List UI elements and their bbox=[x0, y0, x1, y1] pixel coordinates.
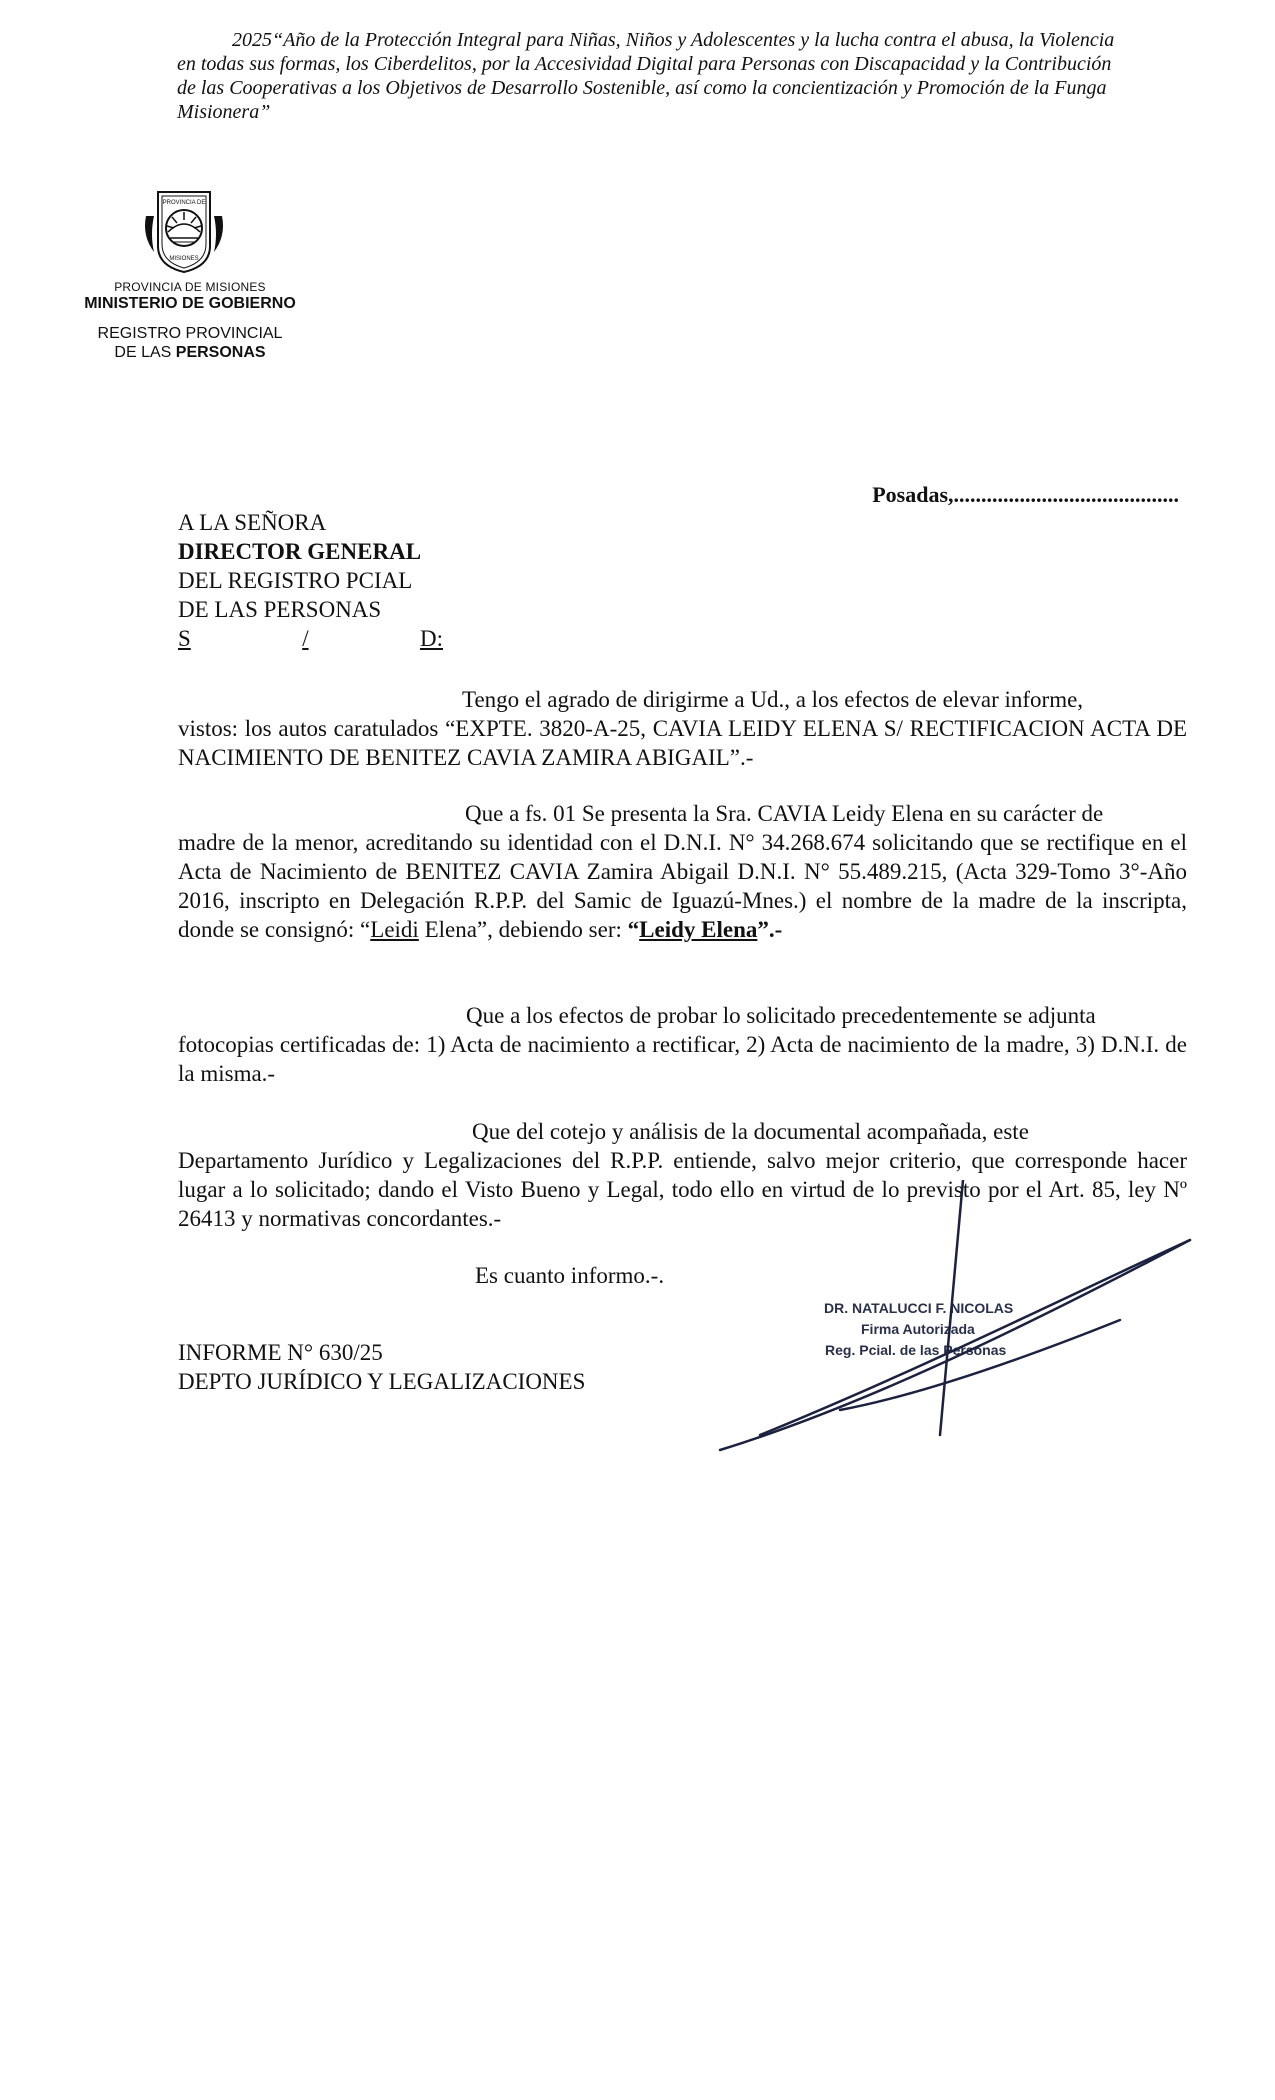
address-line-1: A LA SEÑORA bbox=[178, 510, 327, 535]
province-label: PROVINCIA DE MISIONES bbox=[114, 280, 266, 294]
handwritten-signature-icon bbox=[700, 1180, 1220, 1460]
address-line-3: DEL REGISTRO PCIAL bbox=[178, 568, 413, 593]
stamp-name: DR. NATALUCCI F. NICOLAS bbox=[824, 1300, 1014, 1316]
svg-text:PROVINCIA DE: PROVINCIA DE bbox=[162, 200, 206, 206]
stamp-office: Reg. Pcial. de las Personas bbox=[825, 1342, 1007, 1358]
place-date: Posadas,......................................... bbox=[872, 482, 1179, 507]
motto-line-1: 2025“Año de la Protección Integral para Niñas, Niños y Adolescentes y la lucha contra el abusa, la Violencia bbox=[232, 29, 1115, 51]
paragraph-request: Que a fs. 01 Se presenta la Sra. CAVIA Leidy Elena en su carácter de madre de la menor, acreditando su identidad con el D.N.I. N° 34.268.674 solicitando que se rectifique en el Acta de Nacimiento de BENITEZ CAVIA Zamira Abigail D.N.I. N° 55.489.215, (Acta 329-Tomo 3°-Año 2016, inscripto en Delegación R.P.P. del Samic de Iguazú-Mnes.) el nombre de la madre de la inscripta, donde se consignó: “Leidi Elena”, debiendo ser: “Leidy Elena”.- bbox=[178, 801, 1187, 942]
motto-line-4: Misionera” bbox=[177, 101, 271, 123]
paragraph-conclusion: Que del cotejo y análisis de la documental acompañada, este Departamento Jurídico y Legalizaciones del R.P.P. entiende, salvo mejor criterio, que corresponde hacer lugar a lo solicitado; dando el Visto Bueno y Legal, todo ello en virtud de lo previsto por el Art. 85, ley Nº 26413 y normativas concordantes.- bbox=[178, 1119, 1187, 1231]
motto-line-2: en todas sus formas, los Ciberdelitos, por la Accesividad Digital para Personas con Discapacidad y la Contribución bbox=[177, 53, 1112, 75]
svg-text:MISIONES: MISIONES bbox=[169, 256, 199, 262]
ministry-label: MINISTERIO DE GOBIERNO bbox=[84, 295, 296, 312]
paragraph-intro: Tengo el agrado de dirigirme a Ud., a los efectos de elevar informe, vistos: los autos caratulados “EXPTE. 3820-A-25, CAVIA LEIDY ELENA S/ RECTIFICACION ACTA DE NACIMIENTO DE BENITEZ CAVIA ZAMIRA ABIGAIL”.- bbox=[178, 687, 1187, 770]
address-line-2: DIRECTOR GENERAL bbox=[178, 539, 422, 564]
motto-line-3: de las Cooperativas a los Objetivos de Desarrollo Sostenible, así como la concientización y Promoción de la Funga bbox=[177, 77, 1107, 99]
registry-label-line2: DE LAS PERSONAS bbox=[114, 344, 266, 361]
closing-line: Es cuanto informo.-. bbox=[475, 1263, 665, 1288]
registry-label-line1: REGISTRO PROVINCIAL bbox=[97, 325, 283, 342]
report-number: INFORME N° 630/25 bbox=[178, 1340, 383, 1365]
recipient-address bbox=[178, 508, 443, 653]
address-sd-line: S / D: bbox=[178, 626, 443, 651]
provincia-de-misiones-crest-icon bbox=[140, 186, 228, 274]
report-department: DEPTO JURÍDICO Y LEGALIZACIONES bbox=[178, 1369, 586, 1394]
paragraph-evidence: Que a los efectos de probar lo solicitado precedentemente se adjunta fotocopias certificadas de: 1) Acta de nacimiento a rectificar, 2) Acta de nacimiento de la madre, 3) D.N.I. de la misma.- bbox=[178, 1003, 1187, 1086]
stamp-role: Firma Autorizada bbox=[861, 1321, 975, 1337]
report-reference bbox=[178, 1338, 585, 1396]
address-line-4: DE LAS PERSONAS bbox=[178, 597, 382, 622]
header-motto bbox=[177, 28, 1177, 124]
